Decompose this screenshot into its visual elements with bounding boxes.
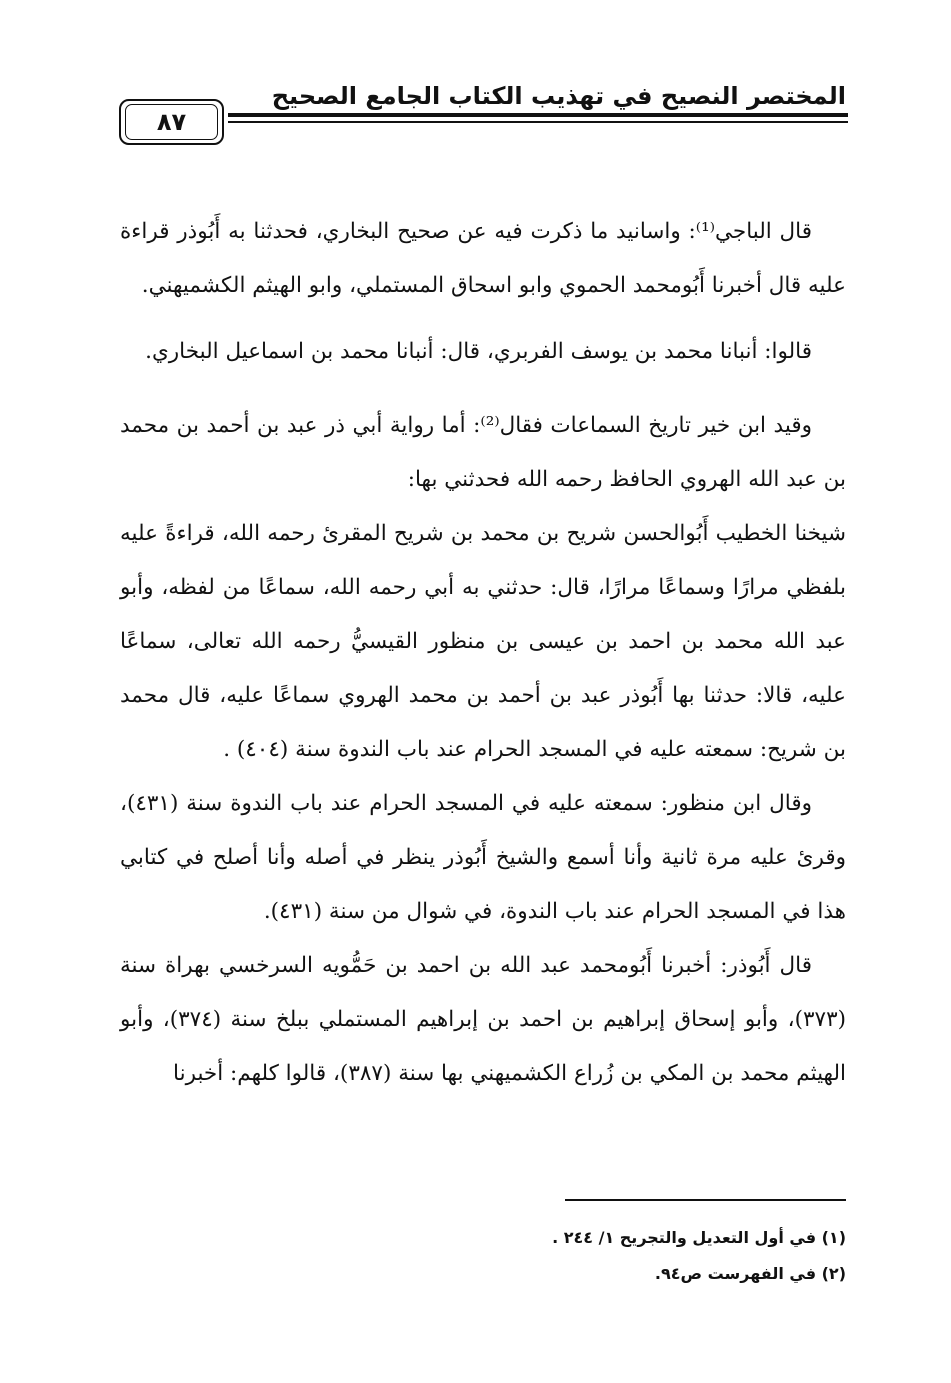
paragraph-3 (120, 399, 846, 507)
paragraph-3-text: وقيد ابن خير تاريخ السماعات فقال⁽²⁾: أما رواية أبي ذر عبد بن أحمد بن محمد بن عبد الله الهروي الحافظ رحمه الله فحدثني بها: (120, 413, 846, 492)
footnote-2: (٢) في الفهرست ص٩٤. (654, 1264, 846, 1283)
paragraph-5 (120, 777, 846, 939)
paragraph-4 (120, 507, 846, 777)
paragraph-2 (120, 325, 846, 379)
paragraph-1 (120, 205, 846, 313)
book-title: المختصر النصيح في تهذيب الكتاب الجامع الصحيح (271, 82, 846, 110)
header-rule-thin (228, 121, 848, 123)
header-rule-thick (228, 113, 848, 117)
footnote-separator (565, 1199, 846, 1201)
footnote-1: (١) في أول التعديل والتجريح ١/ ٢٤٤ . (552, 1228, 846, 1247)
spacer (120, 313, 846, 325)
paragraph-6 (120, 939, 846, 1101)
paragraph-2-text: قالوا: أنبانا محمد بن يوسف الفربري، قال: أنبانا محمد بن اسماعيل البخاري. (145, 339, 812, 364)
spacer (120, 379, 846, 399)
paragraph-4-text: شيخنا الخطيب أَبُوالحسن شريح بن محمد بن شريح المقرئ رحمه الله، قراءةً عليه بلفظي مرارًا وسماعًا مرارًا، قال: حدثني به أبي رحمه الله، سماعًا من لفظه، وأبو عبد الله محمد بن احمد بن عيسى بن منظور القيسيُّ رحمه الله تعالى، سماعًا عليه، قالا: حدثنا بها أَبُوذر عبد بن أحمد بن محمد الهروي سماعًا عليه، قال محمد بن شريح: سمعته عليه في المسجد الحرام عند باب الندوة سنة (٤٠٤) . (120, 521, 846, 762)
paragraph-6-text: قال أَبُوذر: أخبرنا أَبُومحمد عبد الله بن احمد بن حَمُّويه السرخسي بهراة سنة (٣٧٣)، وأبو إسحاق إبراهيم بن احمد بن إبراهيم المستملي ببلخ سنة (٣٧٤)، وأبو الهيثم محمد بن المكي بن زُراع الكشميهني بها سنة (٣٨٧)، قالوا كلهم: أخبرنا (120, 953, 847, 1086)
footnotes (120, 1220, 846, 1292)
paragraph-1-text: قال الباجي⁽¹⁾: واسانيد ما ذكرت فيه عن صحيح البخاري، فحدثنا به أَبُوذر قراءة عليه قال أخبرنا أَبُومحمد الحموي وابو اسحاق المستملي، وابو الهيثم الكشميهني. (120, 219, 846, 298)
paragraph-5-text: وقال ابن منظور: سمعته عليه في المسجد الحرام عند باب الندوة سنة (٤٣١)، وقرئ عليه مرة ثانية وأنا أسمع والشيخ أَبُوذر ينظر في أصله وأنا أصلح في كتابي هذا في المسجد الحرام عند باب الندوة، في شوال من سنة (٤٣١). (120, 791, 846, 924)
main-text (120, 205, 846, 1101)
page-number: ٨٧ (125, 104, 218, 140)
